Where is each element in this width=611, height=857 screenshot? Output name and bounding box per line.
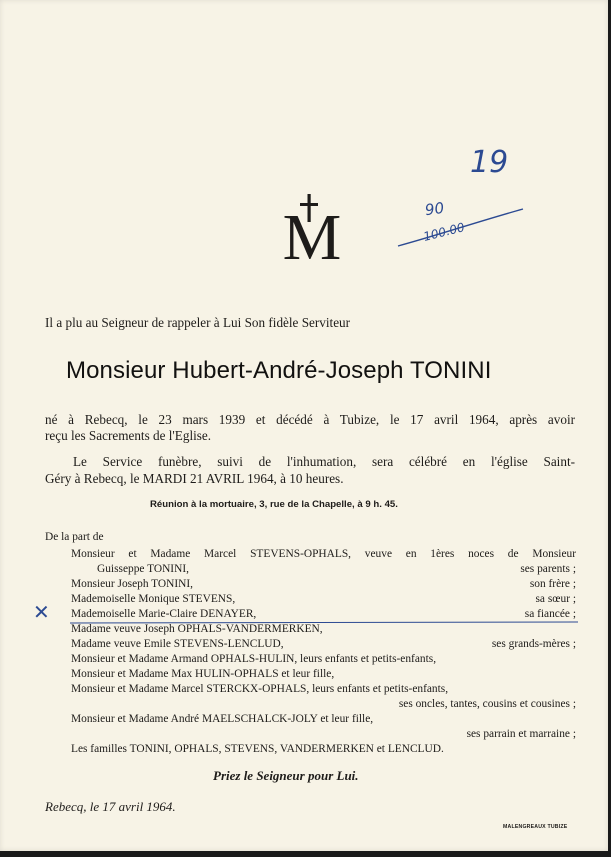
family-row-left: Madame veuve Emile STEVENS-LENCLUD, (71, 638, 284, 650)
family-row-right: sa fiancée ; (524, 608, 576, 620)
family-row (71, 712, 576, 727)
handwritten-underline (68, 620, 580, 626)
handwritten-fraction-bottom: 100.00 (421, 220, 467, 244)
family-row-left: Monsieur et Madame Armand OPHALS-HULIN, leurs enfants et petits-enfants, (71, 653, 437, 665)
family-row-left: Mademoiselle Marie-Claire DENAYER, (71, 608, 257, 620)
deceased-name: Monsieur Hubert-André-Joseph TONINI (66, 357, 492, 384)
family-row-left: Guisseppe TONINI, (97, 563, 189, 575)
family-row-left: Mademoiselle Monique STEVENS, (71, 593, 236, 605)
prayer-line: Priez le Seigneur pour Lui. (213, 768, 359, 783)
family-row-left: Monsieur et Madame Marcel STERCKX-OPHALS, leurs enfants et petits-enfants, (71, 683, 449, 695)
family-row (71, 667, 576, 682)
place-date: Rebecq, le 17 avril 1964. (45, 799, 176, 814)
family-row (71, 727, 576, 742)
monogram-letter: M (282, 201, 342, 274)
handwritten-x-mark: ✕ (33, 600, 50, 624)
family-row (71, 682, 576, 697)
handwritten-fraction-top: 90 (423, 198, 446, 220)
family-row-left: Monsieur et Madame Marcel STEVENS-OPHALS, veuve en 1ères noces de Monsieur (71, 548, 576, 560)
family-row (71, 547, 576, 562)
de-la-part-label: De la part de (45, 531, 104, 543)
birth-line-1: né à Rebecq, le 23 mars 1939 et décédé à Tubize, le 17 avril 1964, après avoir (45, 412, 575, 427)
family-row (71, 742, 576, 757)
family-row-right: ses oncles, tantes, cousins et cousines ; (398, 698, 576, 710)
family-row-left: Monsieur et Madame Max HULIN-OPHALS et leur fille, (71, 668, 335, 680)
family-row-left: Les familles TONINI, OPHALS, STEVENS, VANDERMERKEN et LENCLUD. (71, 743, 444, 755)
family-row-left: Madame veuve Joseph OPHALS-VANDERMERKEN, (71, 623, 323, 635)
printer-mark: MALENGREAUX TUBIZE (503, 824, 568, 830)
family-row (97, 562, 576, 577)
family-row-right: ses parrain et marraine ; (466, 728, 576, 740)
family-row (71, 652, 576, 667)
family-row-right: sa sœur ; (535, 593, 576, 605)
service-line-1: Le Service funèbre, suivi de l'inhumation, sera célébré en l'église Saint- (73, 454, 575, 469)
birth-line-2: reçu les Sacrements de l'Eglise. (45, 428, 212, 443)
family-row (71, 592, 576, 607)
family-row-left: Monsieur et Madame André MAELSCHALCK-JOLY et leur fille, (71, 713, 374, 725)
reunion-line: Réunion à la mortuaire, 3, rue de la Chapelle, à 9 h. 45. (150, 499, 398, 510)
family-row (71, 697, 576, 712)
family-row-right: ses grands-mères ; (491, 638, 576, 650)
family-row-right: son frère ; (529, 578, 576, 590)
family-row (71, 637, 576, 652)
family-row-right: ses parents ; (520, 563, 576, 575)
handwritten-number: 19 (470, 145, 509, 180)
intro-line: Il a plu au Seigneur de rappeler à Lui Son fidèle Serviteur (45, 315, 351, 330)
family-row (71, 577, 576, 592)
service-line-2: Géry à Rebecq, le MARDI 21 AVRIL 1964, à 10 heures. (45, 471, 344, 486)
family-row-left: Monsieur Joseph TONINI, (71, 578, 194, 590)
